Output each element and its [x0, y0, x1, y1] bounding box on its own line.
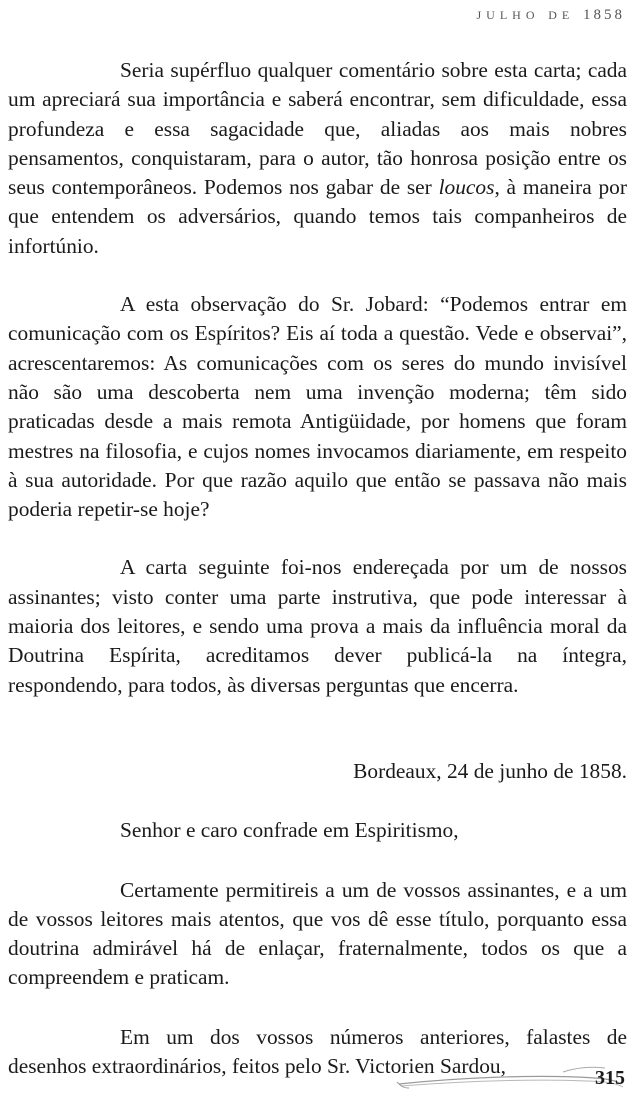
- running-head: [477, 7, 626, 24]
- letter-dateline: Bordeaux, 24 de junho de 1858.: [353, 758, 627, 783]
- paragraph-commentary: [8, 56, 627, 261]
- running-head-month: JULHO: [476, 8, 540, 22]
- paragraph-commentary-text: Seria supérfluo qualquer comentário sobre esta carta; cada um apreciará sua importância e saberá encontrar, sem dificuldade, essa profundeza e essa sagacidade que, aliadas aos mais nobres pensamentos, conquistaram, para o autor, tão honrosa posição entre os seus contemporâneos. Podemos nos gabar de ser: [8, 58, 627, 200]
- page-number: 315: [595, 1067, 625, 1089]
- letter-salutation: Senhor e caro confrade em Espiritismo,: [120, 818, 459, 843]
- letter-paragraph-2: Em um dos vossos números anteriores, falastes de desenhos extraordinários, feitos pelo Sr. Victorien Sardou,: [8, 1024, 627, 1079]
- body-text: [8, 56, 627, 1081]
- italic-word-loucos: loucos: [438, 175, 495, 200]
- folio-swoosh-ornament: [395, 1060, 625, 1092]
- letter-paragraph-1: Certamente permitireis a um de vossos assinantes, e a um de vossos leitores mais atentos, que vos dê esse título, porquanto essa doutrina admirável há de enlaçar, fraternalmente, todos os que a compreendem e praticam.: [8, 877, 627, 990]
- paragraph-jobard-observation: A esta observação do Sr. Jobard: “Podemos entrar em comunicação com os Espíritos? Eis aí toda a questão. Vede e observai”, acrescentaremos: As comunicações com os seres do mundo invisível não são uma descoberta nem uma invenção moderna; têm sido praticadas desde a mais remota Antigüidade, por homens que foram mestres na filosofia, e cujos nomes invocamos diariamente, em respeito à sua autoridade. Por que razão aquilo que então se passava não mais poderia repetir-se hoje?: [8, 292, 627, 522]
- paragraph-commentary-tail: , à maneira por que entendem os adversários, quando temos tais companheiros de infortúnio.: [8, 175, 627, 258]
- running-head-de: DE: [548, 8, 575, 22]
- paragraph-letter-intro: A carta seguinte foi-nos endereçada por um de nossos assinantes; visto conter uma parte instrutiva, que pode interessar à maioria dos leitores, e sendo uma prova a mais da influência moral da Doutrina Espírita, acreditamos dever publicá-la na íntegra, respondendo, para todos, às diversas perguntas que encerra.: [8, 555, 627, 697]
- folio: [395, 1060, 625, 1092]
- running-head-year: 1858: [583, 7, 625, 23]
